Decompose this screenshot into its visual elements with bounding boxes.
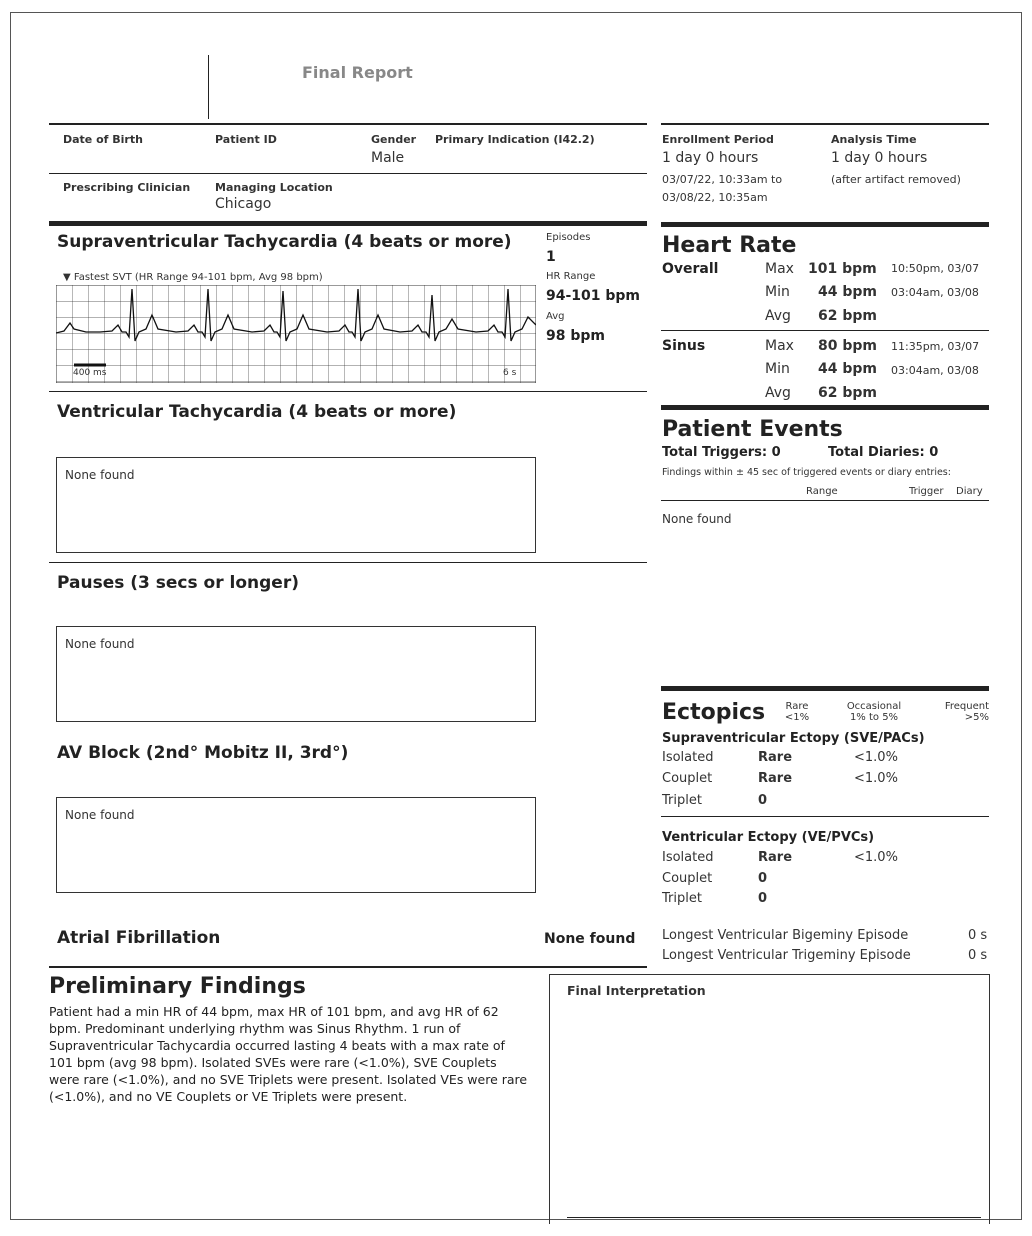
clinician-label: Prescribing Clinician	[63, 181, 191, 194]
events-col-diary: Diary	[956, 486, 983, 497]
av-block-box	[56, 797, 536, 893]
patient-mid-rule	[49, 173, 647, 174]
events-col-range: Range	[806, 486, 838, 497]
ve-triplet-type: Triplet	[662, 891, 702, 906]
episodes-value: 1	[546, 249, 556, 265]
sve-title: Supraventricular Ectopy (SVE/PACs)	[662, 731, 925, 746]
svt-heavy-rule	[49, 221, 647, 226]
hr-overall-max-stat: Max	[765, 261, 794, 277]
occasional-label: Occasional	[846, 701, 902, 712]
av-block-result: None found	[65, 808, 135, 822]
duration-label: 6 s	[503, 368, 517, 378]
ectopics-heavy-rule	[661, 686, 989, 691]
scale-label: 400 ms	[73, 368, 107, 378]
occasional-header	[841, 701, 907, 723]
sve-couplet-level: Rare	[758, 771, 793, 786]
hr-sinus-min-time: 03:04am, 03/08	[891, 364, 979, 377]
episodes-label: Episodes	[546, 232, 591, 243]
sve-isolated-type: Isolated	[662, 750, 714, 765]
patient-id-label: Patient ID	[215, 133, 277, 146]
ve-title: Ventricular Ectopy (VE/PVCs)	[662, 830, 875, 845]
analysis-value: 1 day 0 hours	[831, 150, 928, 166]
pauses-rule	[49, 562, 647, 563]
vt-rule	[49, 391, 647, 392]
sve-isolated-level: Rare	[758, 750, 793, 765]
enrollment-end: 03/08/22, 10:35am	[662, 191, 768, 204]
hr-overall-label: Overall	[662, 261, 719, 277]
vt-box	[56, 457, 536, 553]
avg-label: Avg	[546, 311, 565, 322]
vt-result: None found	[65, 468, 135, 482]
rare-label: Rare	[785, 701, 809, 712]
total-triggers: Total Triggers: 0	[662, 445, 781, 460]
final-interpretation-title: Final Interpretation	[567, 983, 706, 998]
occasional-range: 1% to 5%	[849, 712, 899, 723]
sve-triplet-level: 0	[758, 793, 768, 808]
signature-line	[567, 1217, 981, 1218]
preliminary-title: Preliminary Findings	[49, 974, 306, 999]
ve-couplet-type: Couplet	[662, 871, 713, 886]
pauses-title: Pauses (3 secs or longer)	[57, 573, 299, 593]
dob-label: Date of Birth	[63, 133, 143, 146]
ve-isolated-pct: <1.0%	[854, 850, 898, 865]
frequent-header	[931, 701, 989, 723]
gender-value: Male	[371, 150, 405, 166]
location-value: Chicago	[215, 196, 272, 212]
heart-rate-title: Heart Rate	[662, 233, 797, 258]
ve-isolated-type: Isolated	[662, 850, 714, 865]
analysis-note: (after artifact removed)	[831, 173, 961, 186]
hr-overall-max-value: 101 bpm	[808, 261, 877, 277]
trigeminy-label: Longest Ventricular Trigeminy Episode	[662, 948, 911, 963]
analysis-label: Analysis Time	[831, 133, 917, 146]
events-note: Findings within ± 45 sec of triggered events or diary entries:	[662, 467, 951, 478]
enrollment-top-rule	[661, 123, 989, 125]
hr-heavy-rule	[661, 222, 989, 227]
hr-sinus-max-value: 80 bpm	[818, 338, 877, 354]
hr-overall-max-time: 10:50pm, 03/07	[891, 262, 980, 275]
av-block-title: AV Block (2nd° Mobitz II, 3rd°)	[57, 743, 349, 763]
frequent-range: >5%	[964, 712, 989, 723]
hr-overall-min-stat: Min	[765, 284, 790, 300]
ectopics-mid-rule	[661, 816, 989, 817]
events-result: None found	[662, 512, 732, 526]
frequent-label: Frequent	[944, 701, 989, 712]
enrollment-start: 03/07/22, 10:33am to	[662, 173, 783, 186]
trigeminy-value: 0 s	[968, 948, 988, 963]
sve-couplet-pct: <1.0%	[854, 771, 898, 786]
pauses-box	[56, 626, 536, 722]
hr-overall-min-value: 44 bpm	[818, 284, 877, 300]
gender-label: Gender	[371, 133, 417, 146]
bigeminy-label: Longest Ventricular Bigeminy Episode	[662, 928, 909, 943]
hr-overall-avg-value: 62 bpm	[818, 308, 877, 324]
final-interpretation-box	[549, 974, 990, 1224]
events-table-rule	[661, 500, 989, 501]
hr-range-value: 94-101 bpm	[546, 288, 641, 304]
hr-sinus-label: Sinus	[662, 338, 706, 354]
bigeminy-value: 0 s	[968, 928, 988, 943]
total-diaries: Total Diaries: 0	[828, 445, 939, 460]
hr-mid-rule	[661, 330, 989, 331]
location-label: Managing Location	[215, 181, 333, 194]
pauses-result: None found	[65, 637, 135, 651]
hr-sinus-max-time: 11:35pm, 03/07	[891, 340, 980, 353]
rare-header	[783, 701, 811, 723]
afib-title: Atrial Fibrillation	[57, 928, 221, 948]
hr-sinus-max-stat: Max	[765, 338, 794, 354]
ectopics-title: Ectopics	[662, 700, 766, 725]
hr-overall-min-time: 03:04am, 03/08	[891, 286, 979, 299]
preliminary-text: Patient had a min HR of 44 bpm, max HR of 101 bpm, and avg HR of 62 bpm. Predominant underlying rhythm was Sinus Rhythm. 1 run of Supraventricular Tachycardia occurred lasting 4 beats with a max rate of 101 bpm (avg 98 bpm). Isolated SVEs were rare (<1.0%), SVE Couplets were rare (<1.0%), and no SVE Triplets were present. Isolated VEs were rare (<1.0%), and no VE Couplets or VE Triplets were present.	[49, 1004, 528, 1104]
report-page	[10, 12, 1022, 1220]
hr-sinus-avg-value: 62 bpm	[818, 385, 877, 401]
svt-strip-caption: ▼ Fastest SVT (HR Range 94-101 bpm, Avg 98 bpm)	[63, 272, 323, 283]
hr-range-label: HR Range	[546, 271, 596, 282]
afib-rule	[49, 966, 647, 968]
hr-sinus-avg-stat: Avg	[765, 385, 791, 401]
enrollment-value: 1 day 0 hours	[662, 150, 759, 166]
ve-couplet-level: 0	[758, 871, 768, 886]
afib-result: None found	[544, 931, 636, 947]
rare-range: <1%	[784, 712, 810, 723]
svt-title: Supraventricular Tachycardia (4 beats or more)	[57, 232, 512, 252]
events-col-trigger: Trigger	[909, 486, 944, 497]
header-divider	[208, 55, 209, 119]
events-heavy-rule	[661, 405, 989, 410]
ve-triplet-level: 0	[758, 891, 768, 906]
avg-value: 98 bpm	[546, 328, 605, 344]
report-title: Final Report	[302, 63, 413, 82]
enrollment-label: Enrollment Period	[662, 133, 774, 146]
patient-events-title: Patient Events	[662, 417, 843, 442]
sve-triplet-type: Triplet	[662, 793, 702, 808]
hr-sinus-min-stat: Min	[765, 361, 790, 377]
sve-couplet-type: Couplet	[662, 771, 713, 786]
sve-isolated-pct: <1.0%	[854, 750, 898, 765]
hr-overall-avg-stat: Avg	[765, 308, 791, 324]
patient-top-rule	[49, 123, 647, 125]
hr-sinus-min-value: 44 bpm	[818, 361, 877, 377]
ecg-strip	[56, 285, 536, 383]
ve-isolated-level: Rare	[758, 850, 793, 865]
vt-title: Ventricular Tachycardia (4 beats or more)	[57, 402, 457, 422]
indication-label: Primary Indication (I42.2)	[435, 133, 595, 146]
